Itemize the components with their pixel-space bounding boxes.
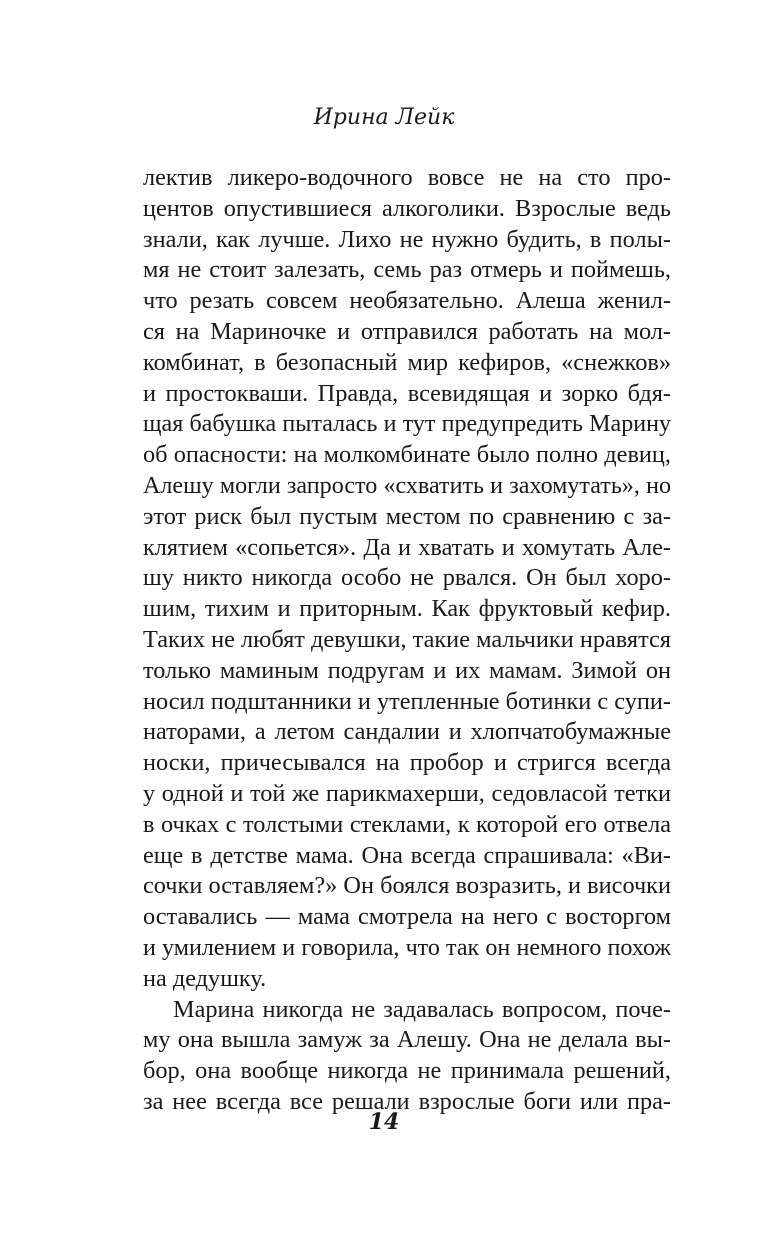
text-line: на дедушку. — [143, 964, 267, 992]
text-line: бор, она вообще никогда не принимала решений, — [143, 1057, 671, 1085]
text-line: Алешу могли запросто «схватить и захомутать», но — [143, 472, 671, 499]
paragraph — [143, 163, 671, 995]
text-line: этот риск был пустым местом по сравнению с за- — [143, 502, 671, 530]
text-line: только маминым подругам и их мамам. Зимой он — [143, 656, 671, 684]
text-line: клятием «сопьется». Да и хватать и хомутать Але- — [143, 533, 671, 561]
text-line: носки, причесывался на пробор и стригся всегда — [143, 749, 671, 777]
text-line: щая бабушка пыталась и тут предупредить Марину — [143, 411, 671, 438]
text-line: ся на Мариночке и отправился работать на мол- — [143, 317, 671, 345]
text-line: в очках с толстыми стеклами, к которой его отвела — [143, 810, 671, 838]
text-line: сочки оставляем?» Он боялся возразить, и височки — [143, 872, 671, 900]
text-line: и умилением и говорила, что так он немного похож — [143, 934, 671, 961]
text-line: знали, как лучше. Лихо не нужно будить, в полы- — [143, 225, 671, 253]
text-line: шу никто никогда особо не рвался. Он был хоро- — [143, 564, 671, 592]
text-line: му она вышла замуж за Алешу. Она не делала вы- — [143, 1026, 671, 1054]
paragraph — [143, 995, 671, 1118]
text-line: мя не стоит залезать, семь раз отмерь и поймешь, — [143, 256, 671, 284]
text-line: что резать совсем необязательно. Алеша женил- — [143, 287, 671, 315]
text-line: носил подштанники и утепленные ботинки с супи- — [143, 687, 671, 715]
text-line: шим, тихим и приторным. Как фруктовый кефир. — [143, 595, 671, 623]
text-line: комбинат, в безопасный мир кефиров, «снежков» — [143, 348, 671, 376]
text-line: оставались — мама смотрела на него с восторгом — [143, 903, 671, 931]
text-line: и простокваши. Правда, всевидящая и зорко бдя- — [143, 379, 671, 407]
body-text — [143, 163, 671, 1118]
text-line: Таких не любят девушки, такие мальчики нравятся — [143, 625, 671, 653]
text-line: центов опустившиеся алкоголики. Взрослые ведь — [143, 194, 671, 222]
text-line: Марина никогда не задавалась вопросом, поче- — [173, 995, 671, 1023]
text-line: еще в детстве мама. Она всегда спрашивала: «Ви- — [143, 841, 671, 869]
page-number: 14 — [368, 1109, 400, 1135]
text-line: за нее всегда все решали взрослые боги или пра- — [143, 1087, 671, 1115]
running-header: Ирина Лейк — [313, 105, 455, 130]
text-line: у одной и той же парикмахерши, седовласой тетки — [143, 779, 671, 807]
text-line: наторами, а летом сандалии и хлопчатобумажные — [143, 718, 671, 746]
text-line: лектив ликеро-водочного вовсе не на сто про- — [143, 164, 671, 191]
text-line: об опасности: на молкомбинате было полно девиц, — [143, 441, 671, 469]
